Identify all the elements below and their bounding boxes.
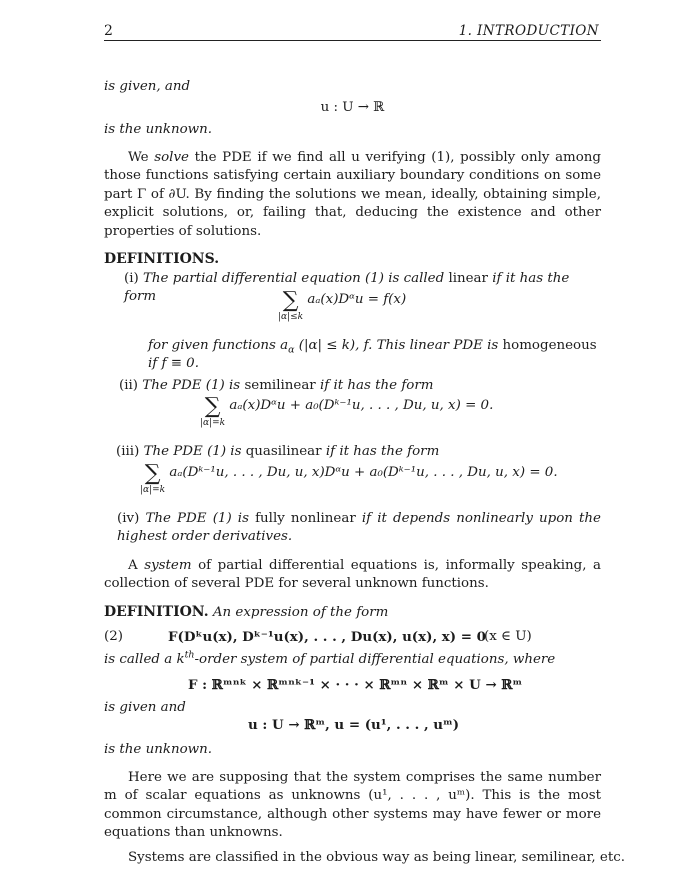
system-equation: F(Dᵏu(x), Dᵏ⁻¹u(x), . . . , Du(x), u(x), x) = 0 <box>168 629 486 645</box>
system-is-given: is given and <box>104 700 186 715</box>
homogeneous-term: homogeneous <box>502 338 597 353</box>
linear-equation-body: aₐ(x)Dᵅu = f(x) <box>307 291 407 307</box>
system-domain: (x ∈ U) <box>484 629 532 644</box>
item-number: (ii) <box>119 378 139 393</box>
linear-follow-text: for given functions $a_\alpha$ (|α| ≤ k), f. This linear PDE is homogeneous if f ≡ 0. <box>148 338 597 372</box>
sum-sign: ∑ |α|≤k <box>278 288 304 322</box>
definition-item-iv: (iv) The PDE (1) is fully nonlinear if it depends nonlinearly upon the highest order derivatives. <box>117 511 601 545</box>
equation-number: (2) <box>104 629 123 644</box>
closing-last-line: Systems are classified in the obvious way as being linear, semilinear, etc. <box>128 850 625 865</box>
closing-paragraph: Here we are supposing that the system comprises the same number m of scalar equations as unknowns (u¹, . . . , uᵐ). This is the most common circumstance, although other systems may have fewer or more equations than unknowns. <box>104 770 601 841</box>
system-map: F : ℝᵐⁿᵏ × ℝᵐⁿᵏ⁻¹ × · · · × ℝᵐⁿ × ℝᵐ × U → ℝᵐ <box>188 677 523 693</box>
item-number: (iii) <box>116 444 140 459</box>
definition-lead: An expression of the form <box>212 605 389 620</box>
unknown-map-equation: u : U → ℝ <box>320 100 385 115</box>
sum-sign: ∑ |α|=k <box>200 394 226 428</box>
item-number: (iv) <box>117 511 140 526</box>
solve-pre: We <box>128 150 155 165</box>
header-rule <box>104 40 601 41</box>
page-number: 2 <box>104 23 113 39</box>
system-unknown: u : U → ℝᵐ, u = (u¹, . . . , uᵐ) <box>248 717 460 733</box>
chapter-title: 1. INTRODUCTION <box>458 23 599 39</box>
item-term: fully nonlinear <box>255 511 356 526</box>
item-term: semilinear <box>244 378 316 393</box>
solve-rest: the PDE if we find all u verifying (1), possibly only among those functions satisfying certain auxiliary boundary conditions on some part Γ of ∂U. By finding the solutions we mean, ideally, obtaining simple, explicit solutions, or, failing that, deducing the existence and other properties of solutions. <box>104 150 602 239</box>
definitions-heading: DEFINITIONS. <box>104 251 220 267</box>
definition-item-ii: (ii) The PDE (1) is semilinear if it has the form <box>119 378 434 393</box>
system-term: system <box>144 558 192 573</box>
solve-term: solve <box>154 150 189 165</box>
item-term: linear <box>448 271 488 286</box>
system-called: is called a $k^{th}$-order system of partial differential equations, where <box>104 649 556 667</box>
is-unknown-text: is the unknown. <box>104 122 212 137</box>
quasilinear-equation: ∑ |α|=k aₐ(Dᵏ⁻¹u, . . . , Du, u, x)Dᵅu + a₀(Dᵏ⁻¹u, . . . , Du, u, x) = 0. <box>140 461 558 495</box>
semilinear-equation: ∑ |α|=k aₐ(x)Dᵅu + a₀(Dᵏ⁻¹u, . . . , Du, u, x) = 0. <box>200 394 494 428</box>
linear-equation <box>278 290 406 322</box>
sum-sign: ∑ |α|=k <box>140 461 166 495</box>
item-number: (i) <box>124 271 139 286</box>
system-paragraph: A system of partial differential equations is, informally speaking, a collection of several PDE for several unknown functions. <box>104 558 601 592</box>
is-given-text: is given, and <box>104 79 191 94</box>
definition-line <box>104 603 388 622</box>
solve-paragraph <box>104 149 601 241</box>
item-text-a: The partial differential equation (1) is called <box>143 271 449 286</box>
definition-item-iii: (iii) The PDE (1) is quasilinear if it has the form <box>116 444 440 459</box>
item-term: quasilinear <box>245 444 322 459</box>
item-text-b: if it has the form <box>124 271 570 305</box>
definition-heading: DEFINITION. <box>104 604 209 620</box>
system-is-unknown: is the unknown. <box>104 742 212 757</box>
